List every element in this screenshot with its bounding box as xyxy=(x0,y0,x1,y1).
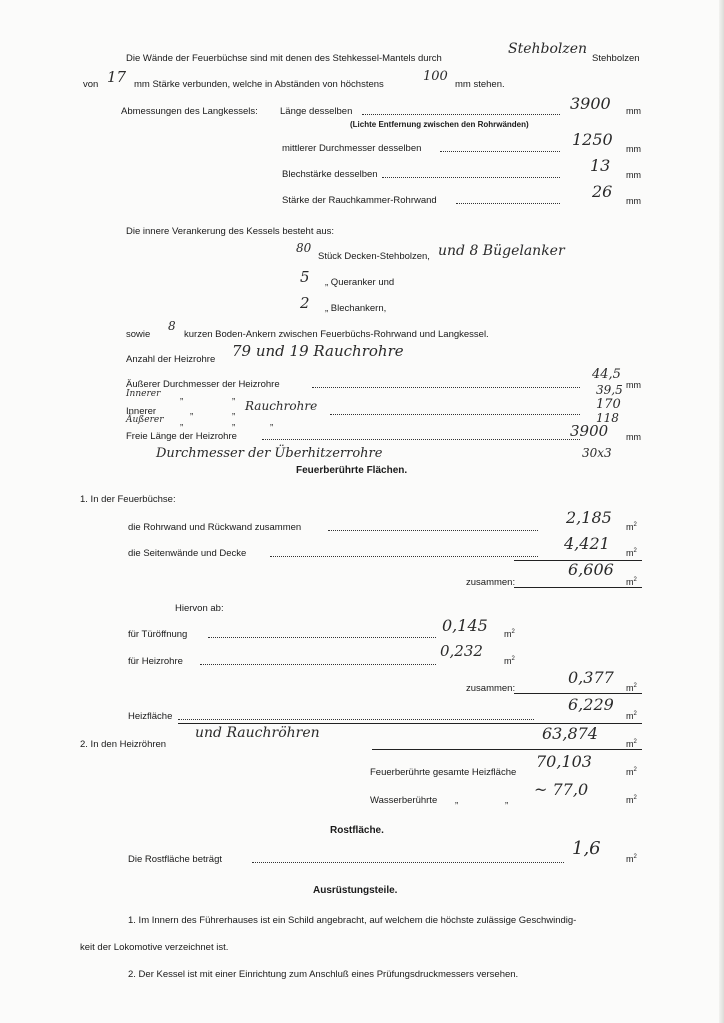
m2-unit: $m^2$ xyxy=(626,767,637,777)
innen-value: 170 xyxy=(596,397,621,412)
m2-unit: $m^2$ xyxy=(626,739,637,749)
intro-stehbolzen-hw: Stehbolzen xyxy=(508,41,588,57)
tuer-label: für Türöffnung xyxy=(128,629,188,640)
seiten-label: die Seitenwände und Decke xyxy=(128,548,247,559)
durchmesser-unit: mm xyxy=(626,144,641,154)
tuer-value: 0,145 xyxy=(442,616,488,635)
dot-leader xyxy=(270,556,538,557)
durchmesser-value: 1250 xyxy=(572,130,613,149)
m2-unit: $m^2$ xyxy=(504,656,515,666)
boden-label: kurzen Boden-Ankern zwischen Feuerbüchs-Rohrwand und Langkessel. xyxy=(184,329,489,340)
rost-label: Die Rostfläche beträgt xyxy=(128,854,222,865)
dot-leader xyxy=(262,439,580,440)
feuer-sec1: 1. In der Feuerbüchse: xyxy=(80,494,176,505)
intro-von: von xyxy=(83,79,99,90)
ueberhitzer-hw: Durchmesser der Überhitzerrohre xyxy=(156,446,383,461)
m2-unit: $m^2$ xyxy=(626,854,637,864)
innen-label: Innerer xyxy=(126,406,157,417)
dot-leader xyxy=(312,387,580,388)
freie-laenge-value: 3900 xyxy=(570,422,609,440)
feuer-sec2-value: 63,874 xyxy=(542,724,598,743)
decken-label: Stück Decken-Stehbolzen, xyxy=(318,251,430,262)
dot-leader xyxy=(328,530,538,531)
innen-ditto: „ xyxy=(232,406,236,417)
wasser-label: Wasserberührte xyxy=(370,795,438,806)
decken-extra-hw: und 8 Bügelanker xyxy=(438,243,565,259)
feuer-sec2: 2. In den Heizröhren xyxy=(80,739,167,750)
freie-laenge-unit: mm xyxy=(626,432,641,442)
quer-label: „ Queranker und xyxy=(325,277,395,288)
rost-value: 1,6 xyxy=(572,838,601,859)
heizflaeche-label: Heizfläche xyxy=(128,711,173,722)
dot-leader xyxy=(382,177,560,178)
ausruestung-heading: Ausrüstungsteile. xyxy=(313,885,398,896)
verankerung-intro: Die innere Verankerung des Kessels besteht aus: xyxy=(126,226,335,237)
m2-unit: $m^2$ xyxy=(626,711,637,721)
quer-count: 5 xyxy=(300,268,310,286)
ditto-mark: „ xyxy=(232,391,236,402)
m2-unit: $m^2$ xyxy=(626,548,637,558)
zusammen2-value: 0,377 xyxy=(568,668,614,687)
rohrwand-label: die Rohrwand und Rückwand zusammen xyxy=(128,522,302,533)
heizrohre-anzahl-label: Anzahl der Heizrohre xyxy=(126,354,216,365)
rauchkammer-value: 26 xyxy=(592,182,613,201)
innen-ditto: „ xyxy=(190,406,194,417)
freie-laenge-label: Freie Länge der Heizrohre xyxy=(126,431,237,442)
zusammen2-label: zusammen: xyxy=(466,683,516,694)
ausruestung-p1a: 1. Im Innern des Führerhauses ist ein Schild angebracht, auf welchem die höchste zulässige Geschwindig- xyxy=(128,915,577,926)
boden-count: 8 xyxy=(168,319,176,333)
aeusserer-hw-label: Äußerer xyxy=(126,415,164,425)
sum-rule xyxy=(514,587,642,588)
heizrohre-anzahl-value: 79 und 19 Rauchrohre xyxy=(232,342,404,360)
ditto-mark: „ xyxy=(270,417,274,428)
ditto-mark: „ xyxy=(455,795,459,806)
dot-leader xyxy=(252,862,564,863)
ausruestung-p1b: keit der Lokomotive verzeichnet ist. xyxy=(80,942,229,953)
seiten-value: 4,421 xyxy=(564,534,610,553)
ausruestung-p2: 2. Der Kessel ist mit einer Einrichtung zum Anschluß eines Prüfungsdruckmessers versehen. xyxy=(128,969,519,980)
blechstaerke-label: Blechstärke desselben xyxy=(282,169,378,180)
wasser-value: ~ 77,0 xyxy=(534,780,589,799)
feuer-sec2-hw: und Rauchröhren xyxy=(195,725,320,741)
gesamt-label: Feuerberührte gesamte Heizfläche xyxy=(370,767,517,778)
zusammen1-label: zusammen: xyxy=(466,577,516,588)
boden-sowie: sowie xyxy=(126,329,151,340)
heizflaeche-value: 6,229 xyxy=(568,695,614,714)
laenge-label: Länge desselben xyxy=(280,106,353,117)
decken-count: 80 xyxy=(296,241,312,255)
m2-unit: $m^2$ xyxy=(504,629,515,639)
rauchkammer-label: Stärke der Rauchkammer-Rohrwand xyxy=(282,195,437,206)
dot-leader xyxy=(178,719,534,720)
sum-rule xyxy=(372,749,642,750)
dot-leader xyxy=(208,637,436,638)
durchmesser-label: mittlerer Durchmesser desselben xyxy=(282,143,422,154)
zusammen1-value: 6,606 xyxy=(568,560,614,579)
rost-heading: Rostfläche. xyxy=(330,825,384,836)
dot-leader xyxy=(362,114,560,115)
intro-staerke-hw: 17 xyxy=(107,68,127,86)
rauchkammer-unit: mm xyxy=(626,196,641,206)
ueberhitzer-value: 30x3 xyxy=(582,446,612,460)
blechstaerke-value: 13 xyxy=(590,156,611,175)
ditto-mark: „ xyxy=(232,417,236,428)
m2-unit: $m^2$ xyxy=(626,522,637,532)
ditto-mark: „ xyxy=(505,795,509,806)
blechstaerke-unit: mm xyxy=(626,170,641,180)
rohrwand-value: 2,185 xyxy=(566,508,612,527)
m2-unit: $m^2$ xyxy=(626,577,637,587)
langkessel-label: Abmessungen des Langkessels: xyxy=(121,106,258,117)
gesamt-value: 70,103 xyxy=(536,752,592,771)
ditto-mark: „ xyxy=(180,391,184,402)
aussen-durchmesser-label: Äußerer Durchmesser der Heizrohre xyxy=(126,379,280,390)
intro-abstand-hw: 100 xyxy=(423,69,448,84)
ditto-mark: „ xyxy=(180,417,184,428)
page-edge-shadow xyxy=(719,0,724,1023)
aussen-unit: mm xyxy=(626,380,641,390)
sum-rule xyxy=(514,693,642,694)
aeusserer-value: 118 xyxy=(596,411,619,425)
innerer-hw-value: 39,5 xyxy=(596,383,623,397)
laenge-note: (Lichte Entfernung zwischen den Rohrwänden) xyxy=(350,120,529,129)
dot-leader xyxy=(440,151,560,152)
laenge-value: 3900 xyxy=(570,94,611,113)
feuer-heading: Feuerberührte Flächen. xyxy=(296,465,408,476)
innerer-hw-label: Innerer xyxy=(126,389,161,399)
aussen-durchmesser-value: 44,5 xyxy=(592,367,621,382)
hiervon-label: Hiervon ab: xyxy=(175,603,224,614)
intro-line1: Die Wände der Feuerbüchse sind mit denen des Stehkessel-Mantels durch xyxy=(126,53,442,64)
laenge-unit: mm xyxy=(626,106,641,116)
intro-stehbolzen-label: Stehbolzen xyxy=(592,53,640,64)
dot-leader xyxy=(330,414,580,415)
m2-unit: $m^2$ xyxy=(626,683,637,693)
dot-leader xyxy=(456,203,560,204)
heizrohre-ab-label: für Heizrohre xyxy=(128,656,183,667)
heizrohre-ab-value: 0,232 xyxy=(440,642,483,660)
m2-unit: $m^2$ xyxy=(626,795,637,805)
blechanker-count: 2 xyxy=(300,294,310,312)
innen-rauchrohre-hw: Rauchrohre xyxy=(245,399,318,413)
dot-leader xyxy=(200,664,436,665)
blechanker-label: „ Blechankern, xyxy=(325,303,387,314)
intro-line2-end: mm stehen. xyxy=(455,79,505,90)
intro-line2: mm Stärke verbunden, welche in Abständen von höchstens xyxy=(134,79,384,90)
